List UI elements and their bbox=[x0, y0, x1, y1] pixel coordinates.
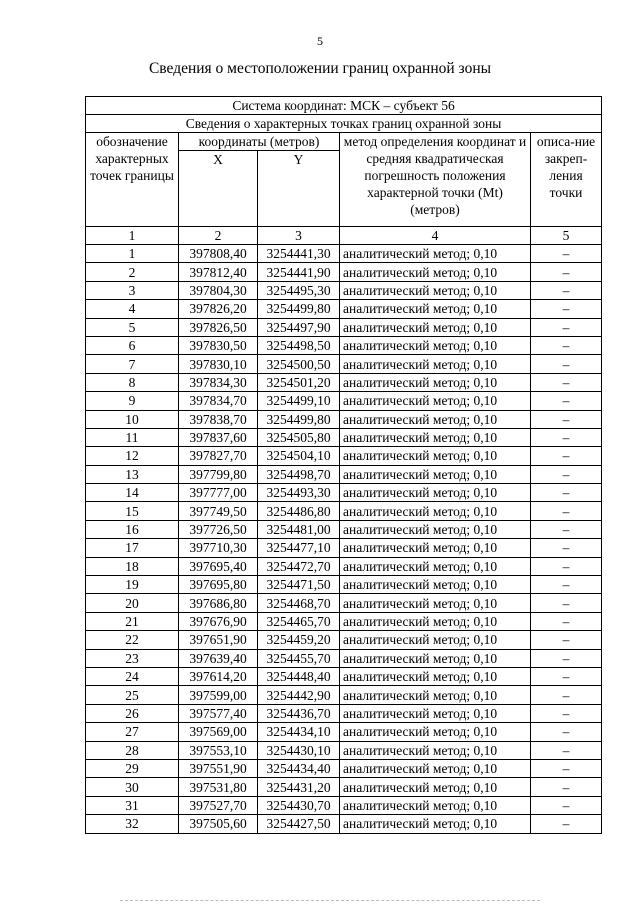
y-coordinate-cell: 3254442,90 bbox=[258, 686, 340, 704]
method-cell: аналитический метод; 0,10 bbox=[340, 355, 531, 373]
y-coordinate-cell: 3254434,10 bbox=[258, 723, 340, 741]
x-coordinate-cell: 397826,20 bbox=[179, 300, 258, 318]
table-row bbox=[86, 410, 602, 428]
point-number-cell: 25 bbox=[86, 686, 179, 704]
point-number-cell: 32 bbox=[86, 815, 179, 833]
y-coordinate-cell: 3254430,70 bbox=[258, 796, 340, 814]
y-coordinate-cell: 3254448,40 bbox=[258, 667, 340, 685]
method-cell: аналитический метод; 0,10 bbox=[340, 373, 531, 391]
table-row bbox=[86, 741, 602, 759]
x-coordinate-cell: 397812,40 bbox=[179, 263, 258, 281]
fixing-cell: – bbox=[531, 263, 602, 281]
fixing-cell: – bbox=[531, 465, 602, 483]
y-coordinate-cell: 3254472,70 bbox=[258, 557, 340, 575]
fixing-cell: – bbox=[531, 649, 602, 667]
method-header: метод определения координат и средняя квадратическая погрешность положения характерной точки (Mt) (метров) bbox=[340, 133, 531, 227]
fixing-cell: – bbox=[531, 318, 602, 336]
y-coordinate-cell: 3254499,10 bbox=[258, 392, 340, 410]
method-cell: аналитический метод; 0,10 bbox=[340, 392, 531, 410]
point-number-cell: 18 bbox=[86, 557, 179, 575]
table-row bbox=[86, 465, 602, 483]
y-coordinate-cell: 3254434,40 bbox=[258, 759, 340, 777]
point-number-cell: 12 bbox=[86, 447, 179, 465]
x-coordinate-cell: 397686,80 bbox=[179, 594, 258, 612]
point-number-cell: 1 bbox=[86, 245, 179, 263]
method-cell: аналитический метод; 0,10 bbox=[340, 300, 531, 318]
point-number-cell: 13 bbox=[86, 465, 179, 483]
table-row bbox=[86, 447, 602, 465]
table-row bbox=[86, 815, 602, 833]
y-coordinate-cell: 3254481,00 bbox=[258, 520, 340, 538]
table-row bbox=[86, 557, 602, 575]
fixing-cell: – bbox=[531, 778, 602, 796]
y-coordinate-cell: 3254500,50 bbox=[258, 355, 340, 373]
method-cell: аналитический метод; 0,10 bbox=[340, 263, 531, 281]
fixing-cell: – bbox=[531, 557, 602, 575]
point-number-cell: 7 bbox=[86, 355, 179, 373]
method-cell: аналитический метод; 0,10 bbox=[340, 539, 531, 557]
x-coordinate-cell: 397827,70 bbox=[179, 447, 258, 465]
y-coordinate-cell: 3254471,50 bbox=[258, 576, 340, 594]
point-number-cell: 27 bbox=[86, 723, 179, 741]
table-row bbox=[86, 704, 602, 722]
table-row bbox=[86, 539, 602, 557]
y-coordinate-cell: 3254498,70 bbox=[258, 465, 340, 483]
x-coordinate-cell: 397676,90 bbox=[179, 612, 258, 630]
x-coordinate-cell: 397577,40 bbox=[179, 704, 258, 722]
x-coordinate-cell: 397599,00 bbox=[179, 686, 258, 704]
x-coordinate-cell: 397804,30 bbox=[179, 281, 258, 299]
x-coordinate-cell: 397838,70 bbox=[179, 410, 258, 428]
y-coordinate-cell: 3254468,70 bbox=[258, 594, 340, 612]
fixing-cell: – bbox=[531, 484, 602, 502]
boundary-points-table bbox=[85, 96, 602, 834]
y-coordinate-cell: 3254431,20 bbox=[258, 778, 340, 796]
fixing-cell: – bbox=[531, 355, 602, 373]
point-number-cell: 17 bbox=[86, 539, 179, 557]
table-row bbox=[86, 778, 602, 796]
table-row bbox=[86, 594, 602, 612]
point-number-cell: 14 bbox=[86, 484, 179, 502]
table-row bbox=[86, 631, 602, 649]
x-header: X bbox=[179, 151, 258, 227]
method-cell: аналитический метод; 0,10 bbox=[340, 576, 531, 594]
fixing-cell: – bbox=[531, 576, 602, 594]
document-title: Сведения о местоположении границ охранной зоны bbox=[148, 60, 492, 77]
table-row bbox=[86, 281, 602, 299]
fixing-cell: – bbox=[531, 594, 602, 612]
method-cell: аналитический метод; 0,10 bbox=[340, 723, 531, 741]
table-row bbox=[86, 484, 602, 502]
method-cell: аналитический метод; 0,10 bbox=[340, 649, 531, 667]
y-coordinate-cell: 3254441,30 bbox=[258, 245, 340, 263]
x-coordinate-cell: 397726,50 bbox=[179, 520, 258, 538]
table-row bbox=[86, 318, 602, 336]
method-cell: аналитический метод; 0,10 bbox=[340, 502, 531, 520]
point-number-cell: 29 bbox=[86, 759, 179, 777]
method-cell: аналитический метод; 0,10 bbox=[340, 447, 531, 465]
point-number-cell: 26 bbox=[86, 704, 179, 722]
method-cell: аналитический метод; 0,10 bbox=[340, 759, 531, 777]
table-row bbox=[86, 649, 602, 667]
method-cell: аналитический метод; 0,10 bbox=[340, 281, 531, 299]
x-coordinate-cell: 397553,10 bbox=[179, 741, 258, 759]
section-title-header: Сведения о характерных точках границ охранной зоны bbox=[86, 115, 602, 133]
y-header: Y bbox=[258, 151, 340, 227]
fixing-description-header: описа-ние закреп-ления точки bbox=[531, 133, 602, 227]
x-coordinate-cell: 397826,50 bbox=[179, 318, 258, 336]
method-cell: аналитический метод; 0,10 bbox=[340, 465, 531, 483]
table-row bbox=[86, 502, 602, 520]
x-coordinate-cell: 397830,10 bbox=[179, 355, 258, 373]
method-cell: аналитический метод; 0,10 bbox=[340, 245, 531, 263]
point-number-cell: 16 bbox=[86, 520, 179, 538]
method-cell: аналитический метод; 0,10 bbox=[340, 594, 531, 612]
point-number-cell: 31 bbox=[86, 796, 179, 814]
fixing-cell: – bbox=[531, 759, 602, 777]
x-coordinate-cell: 397808,40 bbox=[179, 245, 258, 263]
point-number-cell: 23 bbox=[86, 649, 179, 667]
fixing-cell: – bbox=[531, 686, 602, 704]
fixing-cell: – bbox=[531, 410, 602, 428]
x-coordinate-cell: 397505,60 bbox=[179, 815, 258, 833]
column-number: 3 bbox=[258, 227, 340, 245]
fixing-cell: – bbox=[531, 723, 602, 741]
method-cell: аналитический метод; 0,10 bbox=[340, 796, 531, 814]
fixing-cell: – bbox=[531, 502, 602, 520]
point-number-cell: 19 bbox=[86, 576, 179, 594]
fixing-cell: – bbox=[531, 373, 602, 391]
table-row bbox=[86, 612, 602, 630]
y-coordinate-cell: 3254459,20 bbox=[258, 631, 340, 649]
x-coordinate-cell: 397527,70 bbox=[179, 796, 258, 814]
fixing-cell: – bbox=[531, 815, 602, 833]
table-row bbox=[86, 667, 602, 685]
point-number-cell: 30 bbox=[86, 778, 179, 796]
y-coordinate-cell: 3254504,10 bbox=[258, 447, 340, 465]
method-cell: аналитический метод; 0,10 bbox=[340, 686, 531, 704]
coord-system-header: Система координат: МСК – субъект 56 bbox=[86, 97, 602, 115]
y-coordinate-cell: 3254430,10 bbox=[258, 741, 340, 759]
method-cell: аналитический метод; 0,10 bbox=[340, 815, 531, 833]
x-coordinate-cell: 397531,80 bbox=[179, 778, 258, 796]
table-row bbox=[86, 686, 602, 704]
table-row bbox=[86, 796, 602, 814]
table-row bbox=[86, 520, 602, 538]
method-cell: аналитический метод; 0,10 bbox=[340, 612, 531, 630]
column-number: 4 bbox=[340, 227, 531, 245]
point-number-cell: 3 bbox=[86, 281, 179, 299]
point-number-cell: 2 bbox=[86, 263, 179, 281]
x-coordinate-cell: 397834,70 bbox=[179, 392, 258, 410]
fixing-cell: – bbox=[531, 539, 602, 557]
page-edge-artifact bbox=[120, 900, 540, 901]
table-row bbox=[86, 576, 602, 594]
fixing-cell: – bbox=[531, 741, 602, 759]
point-number-cell: 20 bbox=[86, 594, 179, 612]
x-coordinate-cell: 397830,50 bbox=[179, 336, 258, 354]
method-cell: аналитический метод; 0,10 bbox=[340, 410, 531, 428]
fixing-cell: – bbox=[531, 612, 602, 630]
x-coordinate-cell: 397695,40 bbox=[179, 557, 258, 575]
y-coordinate-cell: 3254501,20 bbox=[258, 373, 340, 391]
table-row bbox=[86, 300, 602, 318]
y-coordinate-cell: 3254455,70 bbox=[258, 649, 340, 667]
method-cell: аналитический метод; 0,10 bbox=[340, 484, 531, 502]
fixing-cell: – bbox=[531, 245, 602, 263]
x-coordinate-cell: 397749,50 bbox=[179, 502, 258, 520]
point-number-cell: 11 bbox=[86, 428, 179, 446]
method-cell: аналитический метод; 0,10 bbox=[340, 741, 531, 759]
column-number: 2 bbox=[179, 227, 258, 245]
point-designation-header: обозначение характерных точек границы bbox=[86, 133, 179, 227]
y-coordinate-cell: 3254465,70 bbox=[258, 612, 340, 630]
x-coordinate-cell: 397777,00 bbox=[179, 484, 258, 502]
method-cell: аналитический метод; 0,10 bbox=[340, 520, 531, 538]
table-row bbox=[86, 759, 602, 777]
point-number-cell: 28 bbox=[86, 741, 179, 759]
x-coordinate-cell: 397569,00 bbox=[179, 723, 258, 741]
table-row bbox=[86, 245, 602, 263]
column-number: 1 bbox=[86, 227, 179, 245]
method-cell: аналитический метод; 0,10 bbox=[340, 631, 531, 649]
point-number-cell: 6 bbox=[86, 336, 179, 354]
table-row bbox=[86, 263, 602, 281]
y-coordinate-cell: 3254499,80 bbox=[258, 300, 340, 318]
y-coordinate-cell: 3254505,80 bbox=[258, 428, 340, 446]
point-number-cell: 4 bbox=[86, 300, 179, 318]
fixing-cell: – bbox=[531, 428, 602, 446]
y-coordinate-cell: 3254498,50 bbox=[258, 336, 340, 354]
table-row bbox=[86, 428, 602, 446]
table-body bbox=[86, 245, 602, 834]
page-number: 5 bbox=[317, 34, 323, 48]
method-cell: аналитический метод; 0,10 bbox=[340, 336, 531, 354]
fixing-cell: – bbox=[531, 281, 602, 299]
fixing-cell: – bbox=[531, 631, 602, 649]
point-number-cell: 24 bbox=[86, 667, 179, 685]
point-number-cell: 8 bbox=[86, 373, 179, 391]
method-cell: аналитический метод; 0,10 bbox=[340, 428, 531, 446]
x-coordinate-cell: 397799,80 bbox=[179, 465, 258, 483]
column-number: 5 bbox=[531, 227, 602, 245]
coordinates-header: координаты (метров) bbox=[179, 133, 340, 151]
table-row bbox=[86, 336, 602, 354]
method-cell: аналитический метод; 0,10 bbox=[340, 557, 531, 575]
x-coordinate-cell: 397639,40 bbox=[179, 649, 258, 667]
point-number-cell: 21 bbox=[86, 612, 179, 630]
fixing-cell: – bbox=[531, 447, 602, 465]
fixing-cell: – bbox=[531, 392, 602, 410]
y-coordinate-cell: 3254436,70 bbox=[258, 704, 340, 722]
method-cell: аналитический метод; 0,10 bbox=[340, 318, 531, 336]
y-coordinate-cell: 3254477,10 bbox=[258, 539, 340, 557]
table-row bbox=[86, 392, 602, 410]
table-row bbox=[86, 373, 602, 391]
point-number-cell: 15 bbox=[86, 502, 179, 520]
fixing-cell: – bbox=[531, 667, 602, 685]
y-coordinate-cell: 3254497,90 bbox=[258, 318, 340, 336]
point-number-cell: 10 bbox=[86, 410, 179, 428]
method-cell: аналитический метод; 0,10 bbox=[340, 778, 531, 796]
x-coordinate-cell: 397710,30 bbox=[179, 539, 258, 557]
fixing-cell: – bbox=[531, 704, 602, 722]
point-number-cell: 22 bbox=[86, 631, 179, 649]
point-number-cell: 5 bbox=[86, 318, 179, 336]
y-coordinate-cell: 3254499,80 bbox=[258, 410, 340, 428]
y-coordinate-cell: 3254486,80 bbox=[258, 502, 340, 520]
x-coordinate-cell: 397695,80 bbox=[179, 576, 258, 594]
x-coordinate-cell: 397651,90 bbox=[179, 631, 258, 649]
table-row bbox=[86, 355, 602, 373]
x-coordinate-cell: 397834,30 bbox=[179, 373, 258, 391]
x-coordinate-cell: 397837,60 bbox=[179, 428, 258, 446]
method-cell: аналитический метод; 0,10 bbox=[340, 704, 531, 722]
y-coordinate-cell: 3254427,50 bbox=[258, 815, 340, 833]
x-coordinate-cell: 397614,20 bbox=[179, 667, 258, 685]
y-coordinate-cell: 3254493,30 bbox=[258, 484, 340, 502]
method-cell: аналитический метод; 0,10 bbox=[340, 667, 531, 685]
x-coordinate-cell: 397551,90 bbox=[179, 759, 258, 777]
fixing-cell: – bbox=[531, 336, 602, 354]
fixing-cell: – bbox=[531, 300, 602, 318]
point-number-cell: 9 bbox=[86, 392, 179, 410]
y-coordinate-cell: 3254495,30 bbox=[258, 281, 340, 299]
fixing-cell: – bbox=[531, 520, 602, 538]
y-coordinate-cell: 3254441,90 bbox=[258, 263, 340, 281]
fixing-cell: – bbox=[531, 796, 602, 814]
table-row bbox=[86, 723, 602, 741]
